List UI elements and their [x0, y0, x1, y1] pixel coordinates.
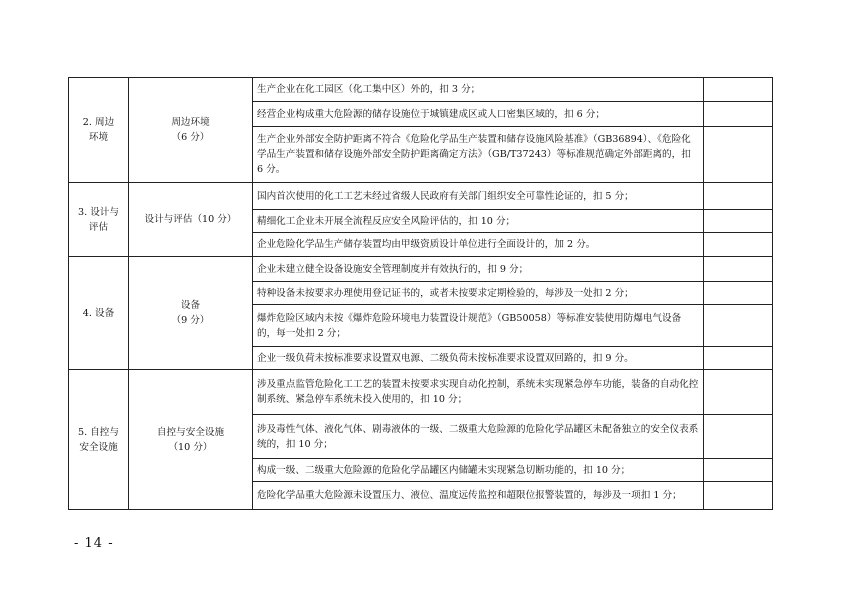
criterion-cell: 涉及重点监管危险化工工艺的装置未按要求实现自动化控制，系统未实现紧急停车功能，装备的自动化控制系统、紧急停车系统未投入使用的，扣 10 分；	[253, 370, 704, 415]
criterion-cell: 特种设备未按要求办理使用登记证书的，或者未按要求定期检验的，每涉及一处扣 2 分；	[253, 282, 704, 305]
score-cell[interactable]	[704, 415, 773, 459]
criterion-cell: 涉及毒性气体、液化气体、剧毒液体的一级、二级重大危险源的危险化学品罐区未配备独立的安全仪表系统的，扣 10 分；	[253, 415, 704, 459]
category-label: 评估	[88, 221, 109, 233]
category-label: 3. 设计与	[78, 206, 119, 218]
score-cell[interactable]	[704, 459, 773, 482]
subject-cell	[129, 78, 253, 183]
category-label: 2. 周边	[82, 117, 115, 128]
subject-label: 自控与安全设施	[156, 426, 225, 438]
subject-label: 周边环境	[171, 117, 210, 128]
subject-score: （6 分）	[171, 132, 210, 143]
category-cell	[69, 370, 129, 510]
subject-score: （9 分）	[171, 315, 210, 326]
page-number: - 14 -	[74, 536, 114, 551]
score-cell[interactable]	[704, 482, 773, 510]
criterion-cell: 企业未建立健全设备设施安全管理制度并有效执行的，扣 9 分；	[253, 257, 704, 282]
score-cell[interactable]	[704, 370, 773, 415]
scoring-table	[68, 77, 773, 510]
subject-cell	[129, 257, 253, 370]
criterion-cell: 爆炸危险区域内未按《爆炸危险环境电力装置设计规范》（GB50058）等标准安装使用防爆电气设备的，每一处扣 2 分；	[253, 305, 704, 347]
category-cell	[69, 183, 129, 257]
category-cell	[69, 257, 129, 370]
score-cell[interactable]	[704, 102, 773, 127]
criterion-cell: 构成一级、二级重大危险源的危险化学品罐区内储罐未实现紧急切断功能的，扣 10 分；	[253, 459, 704, 482]
subject-label: 设备	[180, 300, 201, 311]
subject-label: 设计与评估（10 分）	[144, 214, 237, 225]
score-cell[interactable]	[704, 257, 773, 282]
subject-cell	[129, 183, 253, 257]
score-cell[interactable]	[704, 127, 773, 183]
score-cell[interactable]	[704, 347, 773, 370]
criterion-cell: 生产企业在化工园区（化工集中区）外的，扣 3 分；	[253, 78, 704, 102]
score-cell[interactable]	[704, 210, 773, 233]
score-cell[interactable]	[704, 305, 773, 347]
criterion-cell: 经营企业构成重大危险源的储存设施位于城镇建成区或人口密集区域的，扣 6 分；	[253, 102, 704, 127]
table-row	[69, 183, 773, 210]
category-label: 5. 自控与	[78, 426, 119, 438]
category-label: 4. 设备	[82, 307, 115, 319]
category-cell	[69, 78, 129, 183]
category-label: 环境	[88, 132, 109, 143]
criterion-cell: 企业危险化学品生产储存装置均由甲级资质设计单位进行全面设计的，加 2 分。	[253, 233, 704, 257]
score-cell[interactable]	[704, 282, 773, 305]
criterion-cell: 生产企业外部安全防护距离不符合《危险化学品生产装置和储存设施风险基准》（GB36894）、《危险化学品生产装置和储存设施外部安全防护距离确定方法》（GB/T37243）等标准规范确定外部距离的，扣 6 分。	[253, 127, 704, 183]
criterion-cell: 企业一级负荷未按标准要求设置双电源、二级负荷未按标准要求设置双回路的，扣 9 分。	[253, 347, 704, 370]
score-cell[interactable]	[704, 233, 773, 257]
criterion-cell: 危险化学品重大危险源未设置压力、液位、温度远传监控和超限位报警装置的，每涉及一项扣 1 分；	[253, 482, 704, 510]
criterion-cell: 精细化工企业未开展全流程反应安全风险评估的，扣 10 分；	[253, 210, 704, 233]
table-row	[69, 370, 773, 415]
category-label: 安全设施	[79, 441, 118, 453]
table-row	[69, 78, 773, 102]
table-row	[69, 257, 773, 282]
criterion-cell: 国内首次使用的化工工艺未经过省级人民政府有关部门组织安全可靠性论证的，扣 5 分；	[253, 183, 704, 210]
subject-score: （10 分）	[168, 441, 213, 453]
score-cell[interactable]	[704, 78, 773, 102]
subject-cell	[129, 370, 253, 510]
score-cell[interactable]	[704, 183, 773, 210]
